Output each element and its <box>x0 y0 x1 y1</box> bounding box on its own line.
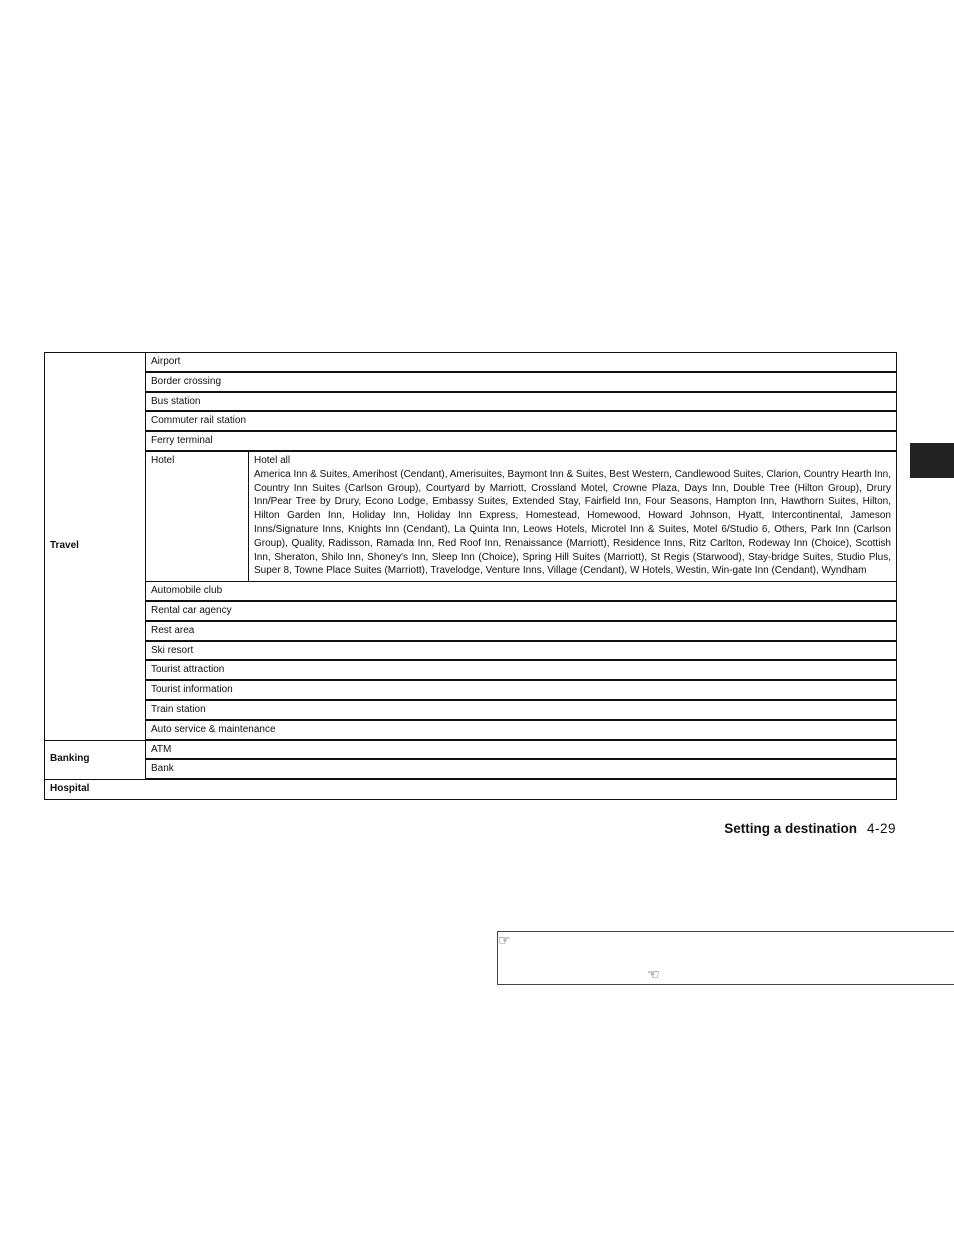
hotel-brand-list: America Inn & Suites, Amerihost (Cendant), Amerisuites, Baymont Inn & Suites, Best Western, Candlewood Suites, Clarion, Country Hearth Inn, Country Inn Suites (Carlson Group), Courtyard by Marriott, Crossland Motel, Crowne Plaza, Days Inn, Double Tree (Hilton Group), Drury Inn/Pear Tree by Drury, Econo Lodge, Embassy Suites, Extended Stay, Fairfield Inn, Four Seasons, Hampton Inn, Hawthorn Suites, Hilton, Hilton Garden Inn, Holiday Inn, Holiday Inn Express, Homestead, Homewood, Howard Johnson, Hyatt, Intercontinental, Jameson Inns/Signature Inns, Knights Inn (Cendant), La Quinta Inn, Leows Hotels, Microtel Inn & Suites, Motel 6/Studio 6, Others, Park Inn (Carlson Group), Quality, Radisson, Ramada Inn, Red Roof Inn, Renaissance (Marriott), Residence Inns, Ritz Carlton, Rodeway Inn (Choice), Scottish Inn, Sheraton, Shilo Inn, Shoney's Inn, Sleep Inn (Choice), Spring Hill Suites (Marriott), St Regis (Starwood), Stay-bridge Suites, Studio Plus, Super 8, Towne Place Suites (Marriott), Travelodge, Venture Inns, Village (Cendant), W Hotels, Westin, Win-gate Inn (Cendant), Wyndham <box>254 468 891 577</box>
section-title: Setting a destination <box>724 821 857 836</box>
subcategory-hotel: Hotel <box>146 451 249 581</box>
subcategory-border-crossing: Border crossing <box>146 372 897 392</box>
subcategory-rental-car-agency: Rental car agency <box>146 601 897 621</box>
subcategory-rest-area: Rest area <box>146 621 897 641</box>
reference-hand-icon: ☜ <box>647 966 660 982</box>
chapter-thumb-tab <box>910 443 954 478</box>
subcategory-bank: Bank <box>146 760 897 780</box>
subcategory-atm: ATM <box>146 740 897 760</box>
subcategory-automobile-club: Automobile club <box>146 582 897 602</box>
hotel-detail-cell <box>249 451 897 581</box>
pointing-hand-icon: ☞ <box>498 932 511 948</box>
page-footer <box>724 821 896 836</box>
page-number: 4-29 <box>866 821 896 836</box>
category-hospital: Hospital <box>45 780 897 800</box>
subcategory-train-station: Train station <box>146 700 897 720</box>
subcategory-commuter-rail-station: Commuter rail station <box>146 412 897 432</box>
poi-category-table <box>44 352 897 800</box>
hotel-all-label: Hotel all <box>254 454 291 466</box>
subcategory-tourist-information: Tourist information <box>146 681 897 701</box>
subcategory-ski-resort: Ski resort <box>146 641 897 661</box>
subcategory-airport: Airport <box>146 353 897 373</box>
subcategory-ferry-terminal: Ferry terminal <box>146 432 897 452</box>
category-banking: Banking <box>45 740 146 780</box>
subcategory-auto-service: Auto service & maintenance <box>146 720 897 740</box>
category-travel: Travel <box>45 353 146 741</box>
subcategory-bus-station: Bus station <box>146 392 897 412</box>
subcategory-tourist-attraction: Tourist attraction <box>146 661 897 681</box>
note-box <box>497 931 954 985</box>
